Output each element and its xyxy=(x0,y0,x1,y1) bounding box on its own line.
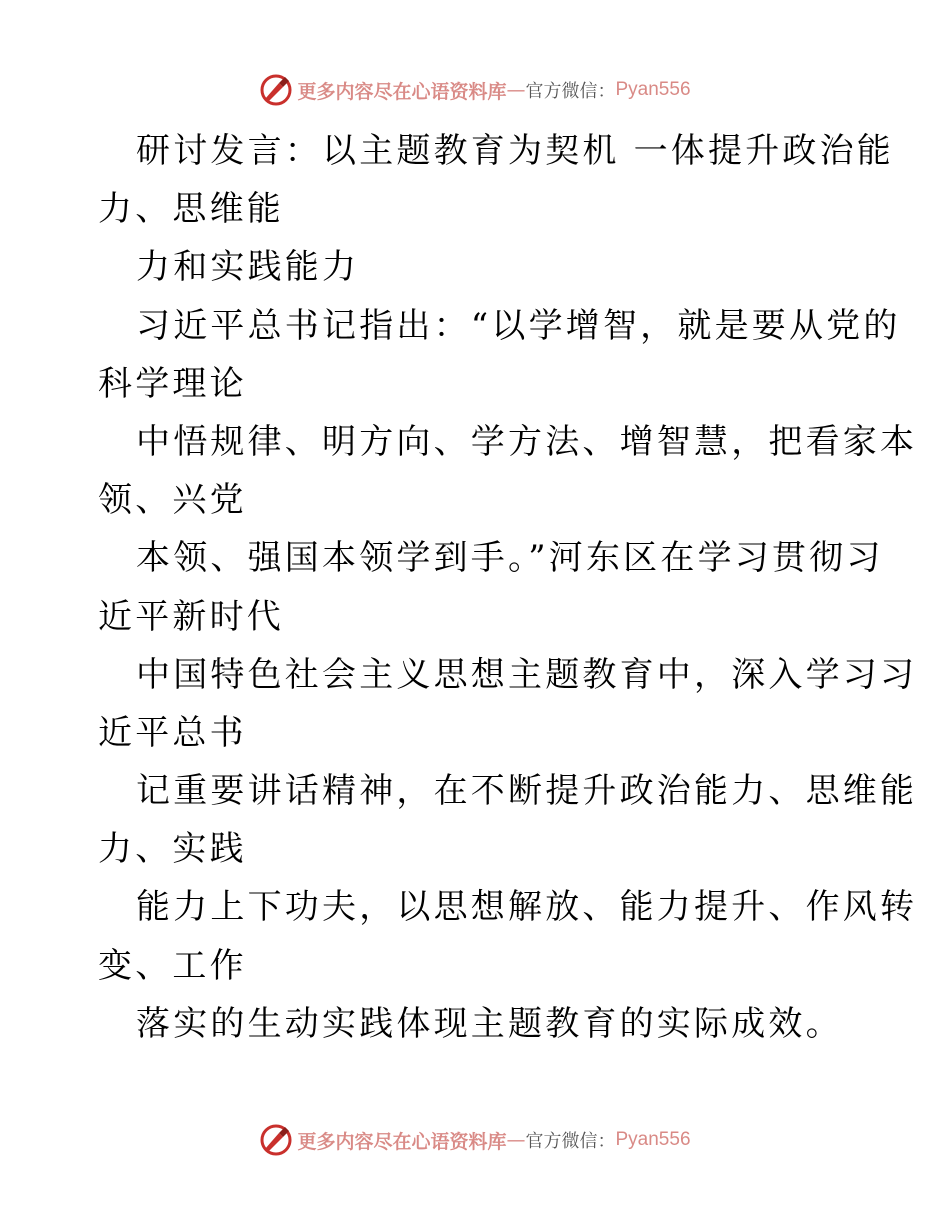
text-line: 变、工作 xyxy=(98,945,247,986)
text-line: 研讨发言：以主题教育为契机 一体提升政治能 xyxy=(136,131,895,171)
footer-banner xyxy=(0,1120,950,1160)
text-line: 近平新时代 xyxy=(98,596,284,637)
document-body xyxy=(98,122,918,1053)
brush-logo-icon xyxy=(259,1123,293,1157)
text-line: 力、思维能 xyxy=(98,189,284,230)
text-line: 记重要讲话精神，在不断提升政治能力、思维能 xyxy=(136,771,918,812)
banner-wechat-id: Pyan556 xyxy=(615,1129,691,1150)
banner-main-text: 更多内容尽在心语资料库 xyxy=(297,1130,507,1153)
text-line: 习近平总书记指出：“以学增智，就是要从党的 xyxy=(136,305,901,346)
text-line: 近平总书 xyxy=(98,712,247,753)
banner-dash: — xyxy=(506,79,526,101)
banner-sub-text: 官方微信： xyxy=(525,81,616,102)
text-line: 力和实践能力 xyxy=(136,247,360,288)
text-line: 中悟规律、明方向、学方法、增智慧，把看家本 xyxy=(136,421,918,462)
text-line: 力、实践 xyxy=(98,829,247,870)
text-line: 领、兴党 xyxy=(98,480,247,521)
banner-wechat-id: Pyan556 xyxy=(615,79,691,100)
brush-logo-icon xyxy=(259,73,293,107)
text-line: 本领、强国本领学到手。”河东区在学习贯彻习 xyxy=(136,538,884,579)
banner-main-text: 更多内容尽在心语资料库 xyxy=(297,80,507,103)
banner-sub-text: 官方微信： xyxy=(525,1131,616,1152)
text-line: 落实的生动实践体现主题教育的实际成效。 xyxy=(136,1003,843,1044)
text-line: 中国特色社会主义思想主题教育中，深入学习习 xyxy=(136,654,918,695)
header-banner xyxy=(0,70,950,110)
banner-dash: — xyxy=(506,1129,526,1151)
text-line: 能力上下功夫，以思想解放、能力提升、作风转 xyxy=(136,887,918,928)
text-line: 科学理论 xyxy=(98,363,247,404)
